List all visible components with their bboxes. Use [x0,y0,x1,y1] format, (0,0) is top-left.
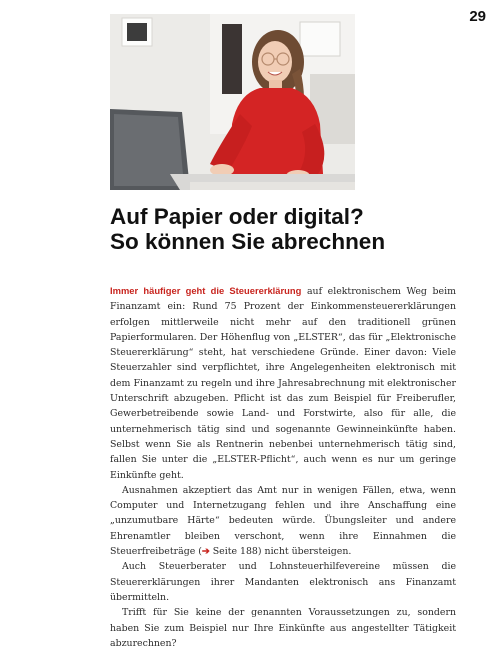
lead-in: Immer häufiger geht die Steuererklärung [110,285,302,296]
headline [110,204,470,254]
page-number: 29 [469,8,486,25]
headline-line-1: Auf Papier oder digital? [110,204,364,229]
paragraph-2-text: Ausnahmen akzeptiert das Amt nur in wenigen Fällen, etwa, wenn Computer und Internetzugang fehlen und ihre Anschaffung eine „unzumutbare Härte“ bedeuten würde. Übungsleiter und andere Ehrenamtler bleiben verschont, wenn ihre Einnahmen die Steuerfreibeträge ( [110,484,456,558]
article-body [110,283,456,651]
paragraph-3: Auch Steuerberater und Lohnsteuerhilfevereine müssen die Steuererklärungen ihrer Mandanten elektronisch ans Finanzamt übermitteln. [110,561,456,603]
paragraph-2 [110,483,456,559]
woman-with-laptop-photo [110,14,355,190]
paragraph-2-text-end: Seite 188) nicht übersteigen. [209,546,352,558]
headline-line-2: So können Sie abrechnen [110,229,386,254]
paragraph-1-text: auf elektronischem Weg beim Finanzamt ein: Rund 75 Prozent der Einkommensteuererklärungen erfolgen mittlerweile nicht mehr auf den traditionell grünen Papierformularen. Der Höhenflug von „ELSTER“, das für „Elektronische Steuererklärung“ steht, hat verschiedene Gründe. Einer davon: Viele Steuerzahler sind verpflichtet, ihre Angelegenheiten elektronisch mit dem Finanzamt zu regeln und ihre Jahresabrechnung mit elektronischer Unterschrift abzugeben. Pflicht ist das zum Beispiel für Freiberufler, Gewerbetreibende sowie Land- und Forstwirte, also für alle, die unternehmerisch tätig sind und sogenannte Gewinneinkünfte haben. Selbst wenn Sie als Rentnerin nebenbei unternehmerisch tätig sind, fallen Sie unter die „ELSTER-Pflicht“, auch wenn es nur um geringe Einkünfte geht. [110,286,456,481]
arrow-right-icon: ➔ [201,546,210,558]
paragraph-1 [110,283,456,483]
paragraph-4: Trifft für Sie keine der genannten Voraussetzungen zu, sondern haben Sie zum Beispiel nur Ihre Einkünfte aus angestellter Tätigkeit abzurechnen? [110,607,456,649]
